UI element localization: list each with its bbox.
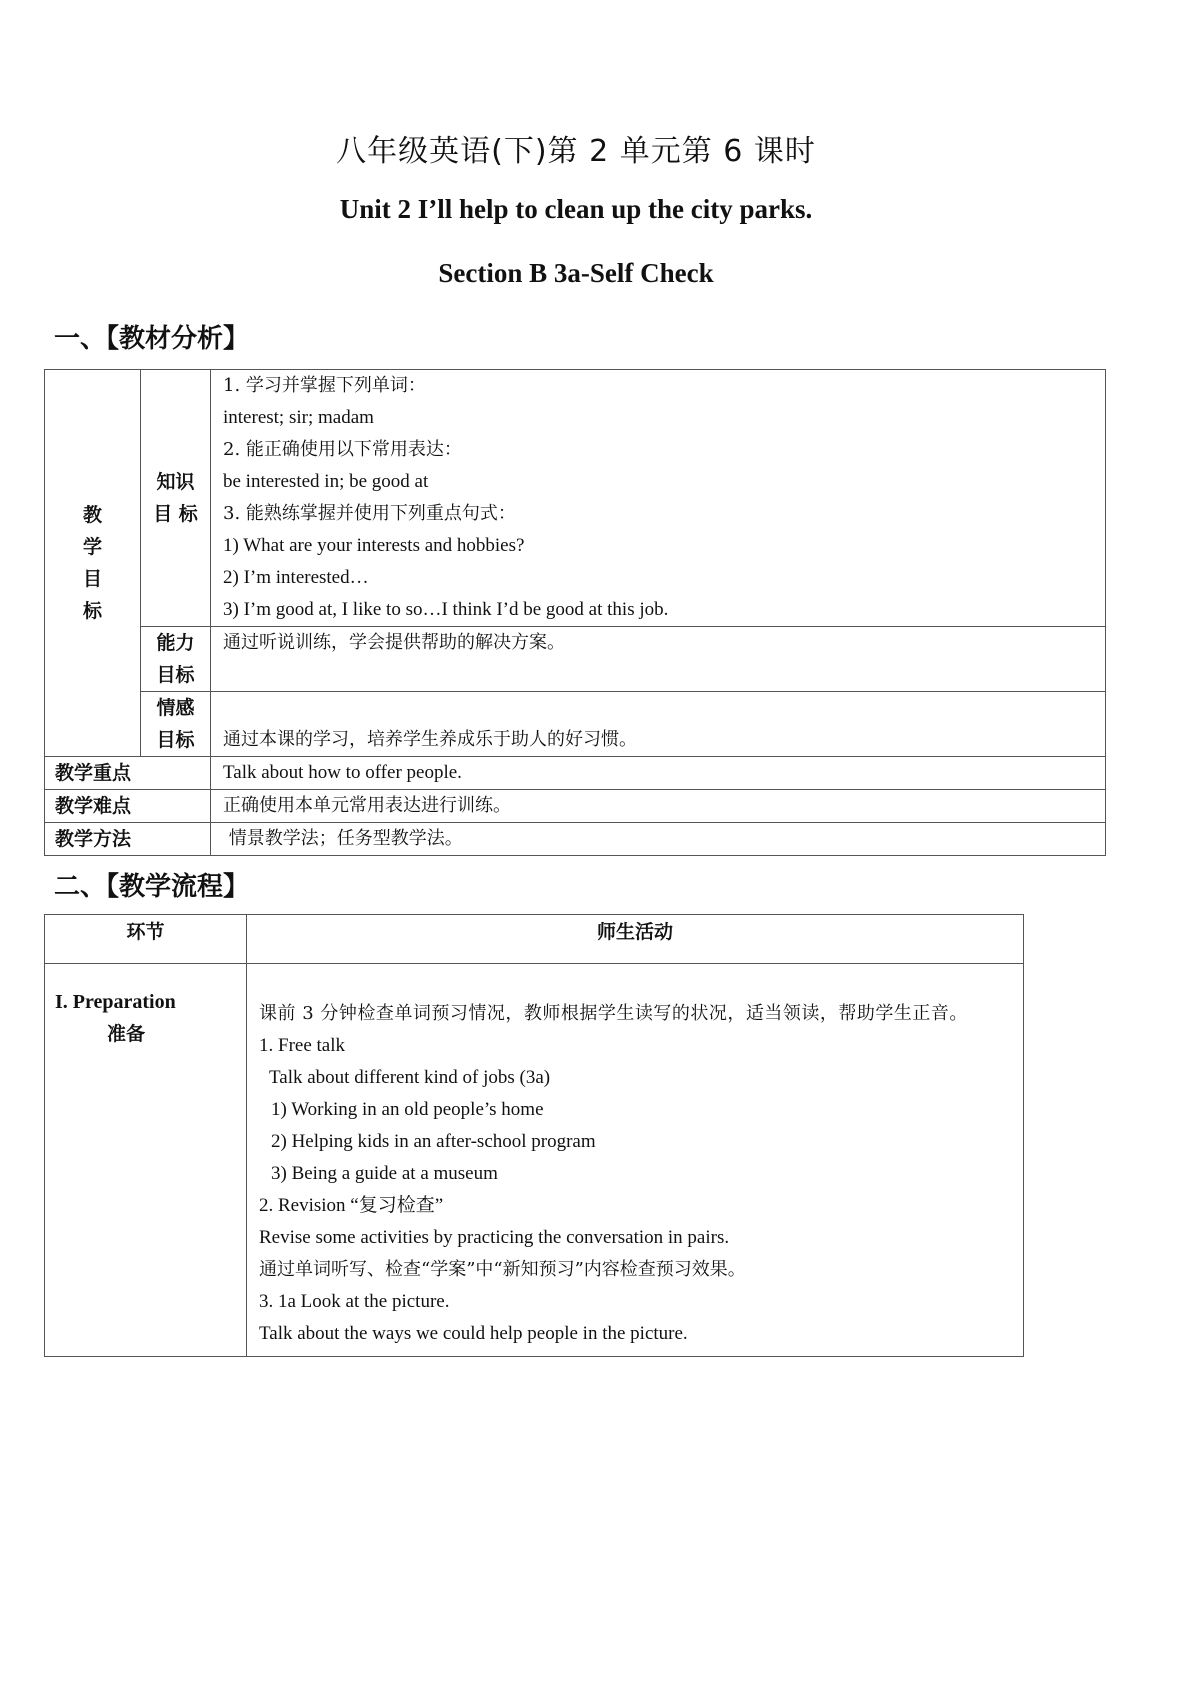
unit-title: Unit 2 I’ll help to clean up the city parks.: [339, 194, 813, 224]
stage-name-cn: 准备: [107, 1023, 146, 1045]
method-label: 教学方法: [45, 823, 211, 856]
activity-line: Talk about different kind of jobs (3a): [269, 1067, 551, 1088]
key-point-row: [45, 757, 1106, 790]
knowledge-goal-content: 1. 学习并掌握下列单词： interest; sir; madam 2. 能正确使用以下常用表达： be interested in; be good at 3. 能熟练掌握并使用下列重点句式： 1) What are your interests and hobbies? 2) I’m interested… 3) I’m good at, I like to so…I think I’d be good at this job.: [211, 370, 1106, 627]
emotion-goal-label: 情感 目标: [141, 692, 211, 757]
activity-line: 1. Free talk: [259, 1035, 346, 1056]
emotion-goal-content: 通过本课的学习，培养学生养成乐于助人的好习惯。: [211, 692, 1106, 757]
process-header-row: [45, 915, 1024, 964]
activity-line: 课前 3 分钟检查单词预习情况，教师根据学生读写的状况，适当领读，帮助学生正音。: [259, 1003, 968, 1024]
method-row: [45, 823, 1106, 856]
difficulty-row: [45, 790, 1106, 823]
key-point-value: Talk about how to offer people.: [211, 757, 1106, 790]
heading-material-analysis: 一、【教材分析】: [54, 324, 250, 354]
document-title: 八年级英语(下)第 2 单元第 6 课时: [336, 134, 816, 169]
method-value: 情景教学法；任务型教学法。: [211, 823, 1106, 856]
activity-line: 1) Working in an old people’s home: [271, 1099, 544, 1120]
difficulty-value: 正确使用本单元常用表达进行训练。: [211, 790, 1106, 823]
activity-line: Talk about the ways we could help people in the picture.: [259, 1323, 688, 1344]
teaching-process-table: [44, 914, 1024, 1357]
stage-cell: [45, 964, 247, 1357]
section-title: Section B 3a-Self Check: [438, 258, 714, 288]
activity-line: 3. 1a Look at the picture.: [259, 1291, 450, 1312]
activity-cell: [247, 964, 1024, 1357]
material-analysis-table: [44, 369, 1106, 856]
preparation-row: [45, 964, 1024, 1357]
ability-goal-content: 通过听说训练，学会提供帮助的解决方案。: [211, 627, 1106, 692]
ability-goal-row: [45, 627, 1106, 692]
knowledge-goal-row: [45, 370, 1106, 627]
activity-line: 3) Being a guide at a museum: [271, 1163, 498, 1184]
heading-teaching-process: 二、【教学流程】: [54, 872, 250, 902]
ability-goal-label: 能力 目标: [141, 627, 211, 692]
emotion-goal-row: [45, 692, 1106, 757]
activity-line: 2. Revision “复习检查”: [259, 1195, 444, 1216]
stage-column-header: 环节: [45, 915, 247, 964]
knowledge-goal-label: 知识 目 标: [141, 370, 211, 627]
activity-line: 2) Helping kids in an after-school program: [271, 1131, 596, 1152]
activity-column-header: 师生活动: [247, 915, 1024, 964]
key-point-label: 教学重点: [45, 757, 211, 790]
teaching-goal-label: 教 学 目 标: [45, 370, 141, 757]
difficulty-label: 教学难点: [45, 790, 211, 823]
activity-line: 通过单词听写、检查“学案”中“新知预习”内容检查预习效果。: [259, 1259, 746, 1280]
activity-line: Revise some activities by practicing the conversation in pairs.: [259, 1227, 730, 1248]
stage-name-en: I. Preparation: [55, 991, 176, 1013]
